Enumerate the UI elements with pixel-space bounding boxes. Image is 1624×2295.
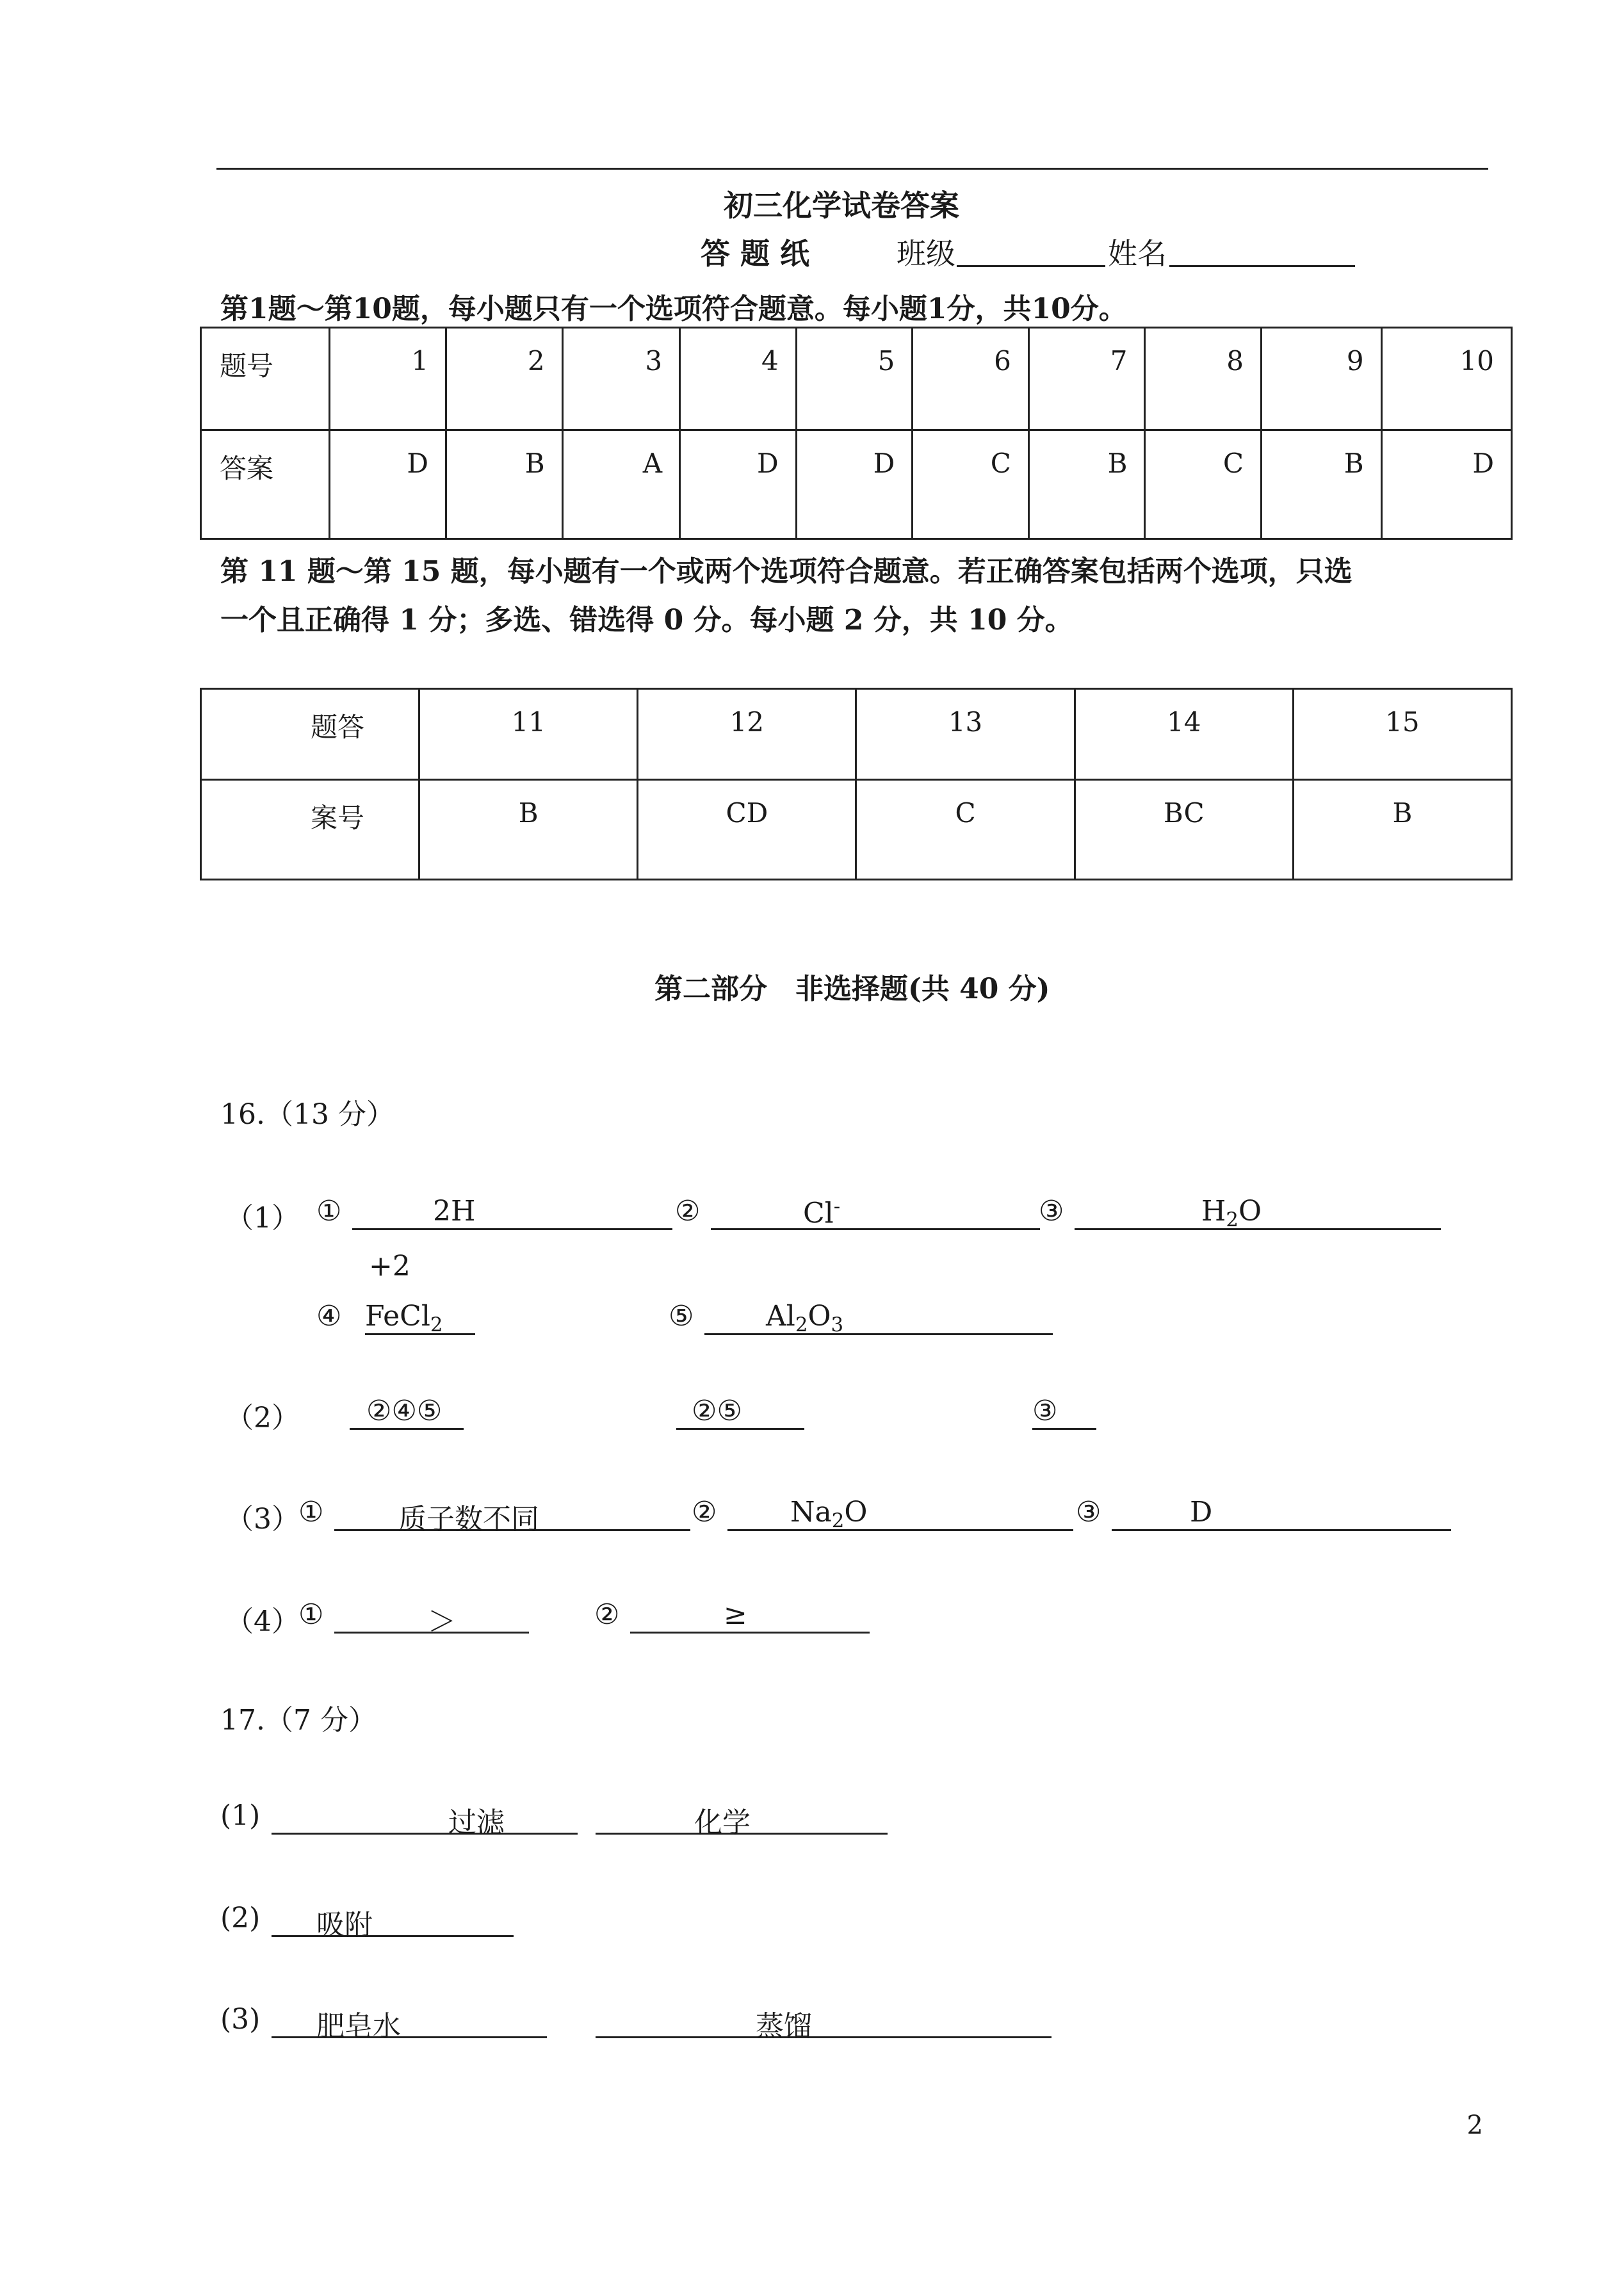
q17-p3-a-answer: 肥皂水 bbox=[316, 2010, 401, 2043]
row-label: 题号 bbox=[220, 350, 274, 382]
q17-p2-a-answer: 吸附 bbox=[316, 1909, 373, 1942]
section2-number-row bbox=[201, 689, 1512, 780]
name-label: 姓名 bbox=[1108, 236, 1167, 271]
q16-p1-c-answer: $H_2O$ bbox=[1201, 1195, 1262, 1232]
q16-p1-b-mark: ② bbox=[675, 1195, 701, 1228]
q16-p2-a-blank[interactable] bbox=[350, 1428, 464, 1430]
class-field[interactable] bbox=[957, 265, 1105, 267]
q17-p1-a-answer: 过滤 bbox=[448, 1806, 505, 1839]
row-label: 题答 bbox=[311, 711, 365, 743]
part2-title: 第二部分 非选择题(共 40 分) bbox=[654, 973, 1050, 1005]
question-number: 4 bbox=[761, 345, 779, 377]
q16-p1-b-answer bbox=[803, 1195, 840, 1229]
answer-cell: D bbox=[757, 448, 779, 479]
q16-p1-d-answer: FeCl$_2$ bbox=[365, 1300, 443, 1337]
section2-instruction-line2: 一个且正确得 1 分；多选、错选得 0 分。每小题 2 分，共 10 分。 bbox=[220, 604, 1073, 637]
q17-p1-a-blank[interactable] bbox=[272, 1833, 578, 1835]
q16-p3-c-answer: D bbox=[1190, 1496, 1213, 1529]
answer-cell: B bbox=[1392, 797, 1413, 829]
q16-p3-b-blank[interactable] bbox=[727, 1529, 1073, 1531]
q16-p2-b-answer: ②⑤ bbox=[692, 1395, 742, 1427]
answer-cell: C bbox=[1222, 448, 1244, 479]
question-number: 13 bbox=[948, 706, 983, 738]
q16-p4-b-blank[interactable] bbox=[630, 1632, 870, 1634]
question-number: 5 bbox=[877, 345, 895, 377]
q16-valence: +2 bbox=[369, 1250, 410, 1283]
answer-cell: B bbox=[524, 448, 545, 479]
sheet-label: 答 题 纸 bbox=[701, 236, 810, 271]
answer-cell: CD bbox=[726, 797, 768, 829]
question-number: 2 bbox=[527, 345, 545, 377]
section1-answer-row bbox=[201, 430, 1512, 539]
page-title: 初三化学试卷答案 bbox=[724, 188, 959, 223]
q16-p4-b-answer: ≥ bbox=[724, 1598, 747, 1631]
q17-p3-b-blank[interactable] bbox=[596, 2036, 1052, 2038]
q17-p1-label: (1) bbox=[220, 1799, 261, 1832]
q17-p2-label: (2) bbox=[220, 1902, 261, 1934]
q17-p3-b-answer: 蒸馏 bbox=[756, 2010, 812, 2043]
q16-p3-a-mark: ① bbox=[298, 1496, 324, 1529]
row-label: 答案 bbox=[220, 453, 274, 484]
question-number: 9 bbox=[1346, 345, 1364, 377]
q16-p1-a-mark: ① bbox=[316, 1195, 342, 1228]
q16-p4-b-mark: ② bbox=[594, 1598, 620, 1631]
q16-p3-b-mark: ② bbox=[692, 1496, 717, 1529]
section2-instruction-line1: 第 11 题～第 15 题，每小题有一个或两个选项符合题意。若正确答案包括两个选项，只选 bbox=[220, 555, 1352, 588]
q16-p2-c-answer: ③ bbox=[1032, 1395, 1058, 1427]
section1-instruction: 第1题～第10题，每小题只有一个选项符合题意。每小题1分，共10分。 bbox=[220, 293, 1127, 325]
answer-cell: D bbox=[407, 448, 428, 479]
question-number: 10 bbox=[1459, 345, 1494, 377]
q16-p1-label: （1） bbox=[225, 1202, 300, 1235]
q16-p1-e-mark: ⑤ bbox=[669, 1300, 694, 1333]
q16-p1-c-mark: ③ bbox=[1039, 1195, 1064, 1228]
q17-heading: 17.（7 分） bbox=[220, 1704, 377, 1737]
class-label: 班级 bbox=[897, 236, 955, 271]
question-number: 14 bbox=[1166, 706, 1201, 738]
charge-superscript: - bbox=[833, 1195, 841, 1218]
section2-answer-row bbox=[201, 780, 1512, 880]
question-number: 12 bbox=[729, 706, 765, 738]
name-field[interactable] bbox=[1169, 265, 1355, 267]
q16-p3-a-answer: 质子数不同 bbox=[398, 1503, 539, 1536]
q17-p2-a-blank[interactable] bbox=[272, 1935, 514, 1937]
answer-cell: A bbox=[642, 448, 663, 479]
q16-heading: 16.（13 分） bbox=[220, 1098, 394, 1131]
section1-table bbox=[200, 327, 1513, 540]
question-number: 7 bbox=[1110, 345, 1128, 377]
section2-table bbox=[200, 688, 1513, 880]
answer-cell: B bbox=[1344, 448, 1364, 479]
q16-p1-a-answer: 2H bbox=[433, 1195, 476, 1228]
q16-p3-c-mark: ③ bbox=[1076, 1496, 1101, 1529]
q17-p3-label: (3) bbox=[220, 2003, 261, 2036]
q16-p1-e-blank[interactable] bbox=[704, 1333, 1053, 1335]
top-rule bbox=[216, 168, 1488, 170]
q17-p3-a-blank[interactable] bbox=[272, 2036, 547, 2038]
page-number: 2 bbox=[1466, 2111, 1483, 2140]
answer-cell: C bbox=[990, 448, 1011, 479]
question-number: 15 bbox=[1385, 706, 1420, 738]
q16-p3-c-blank[interactable] bbox=[1112, 1529, 1451, 1531]
q16-p1-e-answer: $Al_2O_3$ bbox=[766, 1300, 844, 1337]
question-number: 11 bbox=[511, 706, 546, 738]
answer-cell: D bbox=[873, 448, 895, 479]
question-number: 6 bbox=[994, 345, 1011, 377]
section1-number-row bbox=[201, 328, 1512, 430]
question-number: 3 bbox=[645, 345, 663, 377]
question-number: 8 bbox=[1226, 345, 1244, 377]
q16-p2-b-blank[interactable] bbox=[676, 1428, 804, 1430]
answer-cell: BC bbox=[1163, 797, 1205, 829]
q17-p1-b-answer: 化学 bbox=[694, 1806, 751, 1839]
question-number: 1 bbox=[411, 345, 428, 377]
answer-cell: C bbox=[955, 797, 976, 829]
answer-cell: B bbox=[1107, 448, 1128, 479]
answer-cell: D bbox=[1472, 448, 1494, 479]
q16-p4-label: （4） bbox=[225, 1605, 300, 1638]
q16-p3-label: （3） bbox=[225, 1503, 300, 1536]
q16-p4-a-answer: ＞ bbox=[428, 1605, 456, 1638]
q16-p1-b-text: Cl bbox=[803, 1197, 834, 1230]
q16-p1-a-blank[interactable] bbox=[352, 1228, 672, 1230]
q16-p1-b-blank[interactable] bbox=[711, 1228, 1040, 1230]
q16-p1-d-mark: ④ bbox=[316, 1300, 342, 1333]
q16-p2-a-answer: ②④⑤ bbox=[366, 1395, 443, 1427]
answer-cell: B bbox=[518, 797, 539, 829]
q16-p2-c-blank[interactable] bbox=[1032, 1428, 1096, 1430]
q16-p2-label: （2） bbox=[225, 1402, 300, 1434]
q16-p4-a-mark: ① bbox=[298, 1598, 324, 1631]
row-label: 案号 bbox=[311, 802, 365, 834]
q16-p3-b-answer: $Na_2O$ bbox=[790, 1496, 868, 1533]
